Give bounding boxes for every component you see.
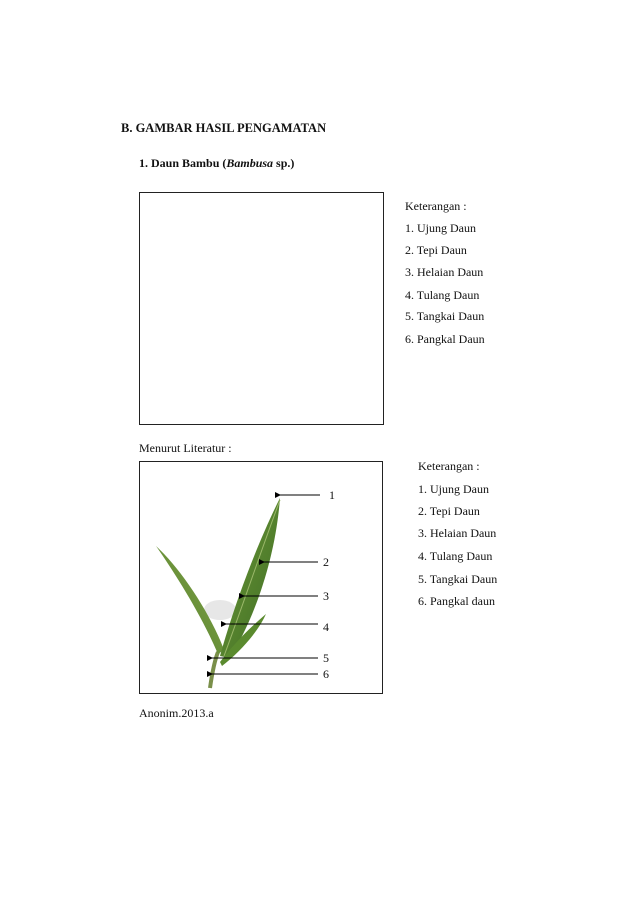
- literature-label: Menurut Literatur :: [139, 441, 232, 455]
- section-title: B. GAMBAR HASIL PENGAMATAN: [121, 121, 327, 135]
- pointer-label-2: 2: [323, 555, 329, 569]
- pointer-label-4: 4: [323, 620, 329, 634]
- literature-legend-title: Keterangan :: [418, 459, 480, 473]
- pointer-label-3: 3: [323, 589, 329, 603]
- subtitle-species: Bambusa: [226, 156, 274, 170]
- pointer-label-5: 5: [323, 651, 329, 665]
- observation-legend-item: 3. Helaian Daun: [405, 265, 484, 279]
- literature-legend-item: 6. Pangkal daun: [418, 594, 495, 608]
- literature-legend-item: 5. Tangkai Daun: [418, 572, 498, 586]
- observation-legend-item: 5. Tangkai Daun: [405, 309, 485, 323]
- observation-legend-item: 4. Tulang Daun: [405, 288, 480, 302]
- literature-legend-item: 4. Tulang Daun: [418, 549, 493, 563]
- literature-legend-item: 2. Tepi Daun: [418, 504, 480, 518]
- leaf-stem: [210, 652, 218, 688]
- pointer-label-1: 1: [329, 488, 335, 502]
- subtitle-suffix: sp.): [273, 156, 295, 170]
- left-leaf: [156, 546, 224, 654]
- observation-legend-item: 6. Pangkal Daun: [405, 332, 485, 346]
- observation-drawing-box: [139, 192, 384, 425]
- subtitle-prefix: 1. Daun Bambu (: [139, 156, 227, 170]
- observation-legend-item: 1. Ujung Daun: [405, 221, 476, 235]
- literature-figure-box: [139, 461, 383, 694]
- literature-source: Anonim.2013.a: [139, 706, 214, 720]
- subtitle: [139, 156, 294, 171]
- observation-legend-item: 2. Tepi Daun: [405, 243, 467, 257]
- pointer-label-6: 6: [323, 667, 329, 681]
- bamboo-leaf-illustration: [140, 462, 382, 693]
- observation-legend-title: Keterangan :: [405, 199, 467, 213]
- literature-legend-item: 3. Helaian Daun: [418, 526, 497, 540]
- literature-legend-item: 1. Ujung Daun: [418, 482, 489, 496]
